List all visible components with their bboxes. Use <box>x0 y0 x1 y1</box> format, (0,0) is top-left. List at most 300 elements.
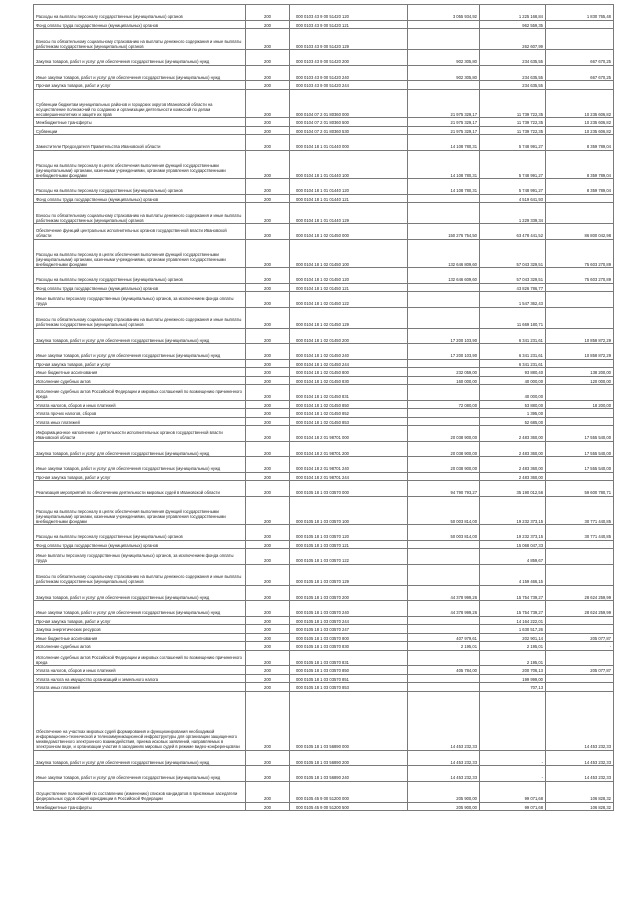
table-row <box>34 194 614 203</box>
row-executed-amount-cell: 11 739 722,35 <box>480 126 546 135</box>
row-line-code-cell: 200 <box>246 203 290 224</box>
row-approved-amount-cell: 17 200 103,90 <box>408 328 480 344</box>
row-classification-code-cell: 000 0104 18 1 01 01440 121 <box>290 194 408 203</box>
row-classification-code-cell: 000 0105 18 1 03 03570 129 <box>290 564 408 585</box>
row-executed-amount-cell: 57 043 329,51 <box>480 239 546 268</box>
row-name-cell: Закупка товаров, работ и услуг для обеспечения государственных (муниципальных) нужд <box>34 50 246 66</box>
row-approved-amount-cell: 232 059,00 <box>408 368 480 377</box>
table-row <box>34 20 614 29</box>
row-name-cell: Межбюджетные трансферты <box>34 118 246 127</box>
row-name-cell: Обеспечение функций центральных исполнительных органов государственной власти Ивановской области <box>34 224 246 240</box>
table-row <box>34 203 614 224</box>
table-row <box>34 426 614 442</box>
row-unexecuted-amount-cell <box>546 564 614 585</box>
row-line-code-cell: 200 <box>246 376 290 385</box>
row-classification-code-cell: 000 0104 18 2 01 98701 000 <box>290 426 408 442</box>
table-row <box>34 496 614 525</box>
table-row <box>34 126 614 135</box>
row-name-cell: Иные закупки товаров, работ и услуг для обеспечения государственных (муниципальных) нужд <box>34 601 246 617</box>
row-line-code-cell: 200 <box>246 472 290 481</box>
row-approved-amount-cell: 3 055 934,92 <box>408 5 480 21</box>
table-row <box>34 292 614 308</box>
row-name-cell: Иные бюджетные ассигнования <box>34 633 246 642</box>
row-name-cell: Субвенции <box>34 126 246 135</box>
row-unexecuted-amount-cell <box>546 29 614 50</box>
row-unexecuted-amount-cell <box>546 409 614 418</box>
table-row <box>34 400 614 409</box>
row-unexecuted-amount-cell: 106 828,32 <box>546 802 614 811</box>
row-approved-amount-cell <box>408 417 480 426</box>
row-approved-amount-cell <box>408 81 480 90</box>
row-classification-code-cell: 000 0104 07 2 01 80360 530 <box>290 126 408 135</box>
row-classification-code-cell: 000 0104 18 2 01 98701 240 <box>290 457 408 473</box>
row-name-cell: Взносы по обязательному социальному страхованию на выплаты денежного содержания и иные выплаты работникам государственных (муниципальных) органов <box>34 564 246 585</box>
table-row <box>34 150 614 179</box>
row-classification-code-cell: 000 0104 18 1 02 01450 122 <box>290 292 408 308</box>
row-name-cell: Расходы на выплаты персоналу государственных (муниципальных) органов <box>34 5 246 21</box>
row-classification-code-cell: 000 0104 18 1 02 01450 200 <box>290 328 408 344</box>
row-name-cell: Закупка товаров, работ и услуг для обеспечения государственных (муниципальных) нужд <box>34 750 246 766</box>
row-approved-amount-cell: 20 038 900,00 <box>408 457 480 473</box>
row-executed-amount-cell: 5 748 991,27 <box>480 135 546 151</box>
table-row <box>34 625 614 634</box>
row-classification-code-cell: 000 0105 18 1 03 03570 247 <box>290 625 408 634</box>
row-executed-amount-cell: 234 635,55 <box>480 50 546 66</box>
row-executed-amount-cell: 35 190 012,56 <box>480 481 546 497</box>
row-executed-amount-cell: 6 341 231,61 <box>480 328 546 344</box>
row-classification-code-cell: 000 0104 18 1 02 01450 244 <box>290 359 408 368</box>
row-unexecuted-amount-cell: 75 603 270,89 <box>546 239 614 268</box>
row-name-cell: Закупка товаров, работ и услуг для обеспечения государственных (муниципальных) нужд <box>34 585 246 601</box>
row-unexecuted-amount-cell <box>546 540 614 549</box>
row-unexecuted-amount-cell: 17 555 540,00 <box>546 457 614 473</box>
row-unexecuted-amount-cell: 10 858 872,29 <box>546 328 614 344</box>
table-row <box>34 666 614 675</box>
table-row <box>34 781 614 802</box>
row-executed-amount-cell: 2 195,01 <box>480 642 546 651</box>
row-name-cell: Межбюджетные трансферты <box>34 802 246 811</box>
row-unexecuted-amount-cell <box>546 385 614 401</box>
row-unexecuted-amount-cell: 17 555 540,00 <box>546 426 614 442</box>
row-approved-amount-cell <box>408 674 480 683</box>
row-approved-amount-cell: 205 900,00 <box>408 781 480 802</box>
row-line-code-cell: 200 <box>246 683 290 692</box>
row-unexecuted-amount-cell <box>546 81 614 90</box>
row-approved-amount-cell <box>408 650 480 666</box>
row-line-code-cell: 200 <box>246 650 290 666</box>
row-executed-amount-cell: 5 748 991,27 <box>480 150 546 179</box>
row-approved-amount-cell: 2 195,01 <box>408 642 480 651</box>
row-name-cell: Прочая закупка товаров, работ и услуг <box>34 472 246 481</box>
row-executed-amount-cell: 1 229 339,34 <box>480 203 546 224</box>
row-name-cell: Иные выплаты персоналу государственных (муниципальных) органов, за исключением фонда оплаты труда <box>34 549 246 565</box>
row-classification-code-cell: 000 0105 18 1 03 03570 000 <box>290 481 408 497</box>
row-name-cell: Фонд оплаты труда государственных (муниципальных) органов <box>34 194 246 203</box>
row-classification-code-cell: 000 0104 18 1 02 01450 853 <box>290 417 408 426</box>
row-classification-code-cell: 000 0104 07 2 01 80360 000 <box>290 89 408 118</box>
table-row <box>34 118 614 127</box>
row-classification-code-cell: 000 0105 18 1 03 03570 121 <box>290 540 408 549</box>
row-approved-amount-cell: 405 784,00 <box>408 666 480 675</box>
row-line-code-cell: 200 <box>246 585 290 601</box>
row-approved-amount-cell <box>408 625 480 634</box>
row-name-cell: Прочая закупка товаров, работ и услуг <box>34 359 246 368</box>
row-executed-amount-cell: 53 880,00 <box>480 400 546 409</box>
row-name-cell: Уплата иных платежей <box>34 417 246 426</box>
row-unexecuted-amount-cell <box>546 417 614 426</box>
row-unexecuted-amount-cell: 14 453 232,33 <box>546 766 614 782</box>
row-line-code-cell: 200 <box>246 268 290 284</box>
row-classification-code-cell: 000 0105 18 1 03 03570 830 <box>290 642 408 651</box>
row-approved-amount-cell <box>408 540 480 549</box>
row-executed-amount-cell: 6 341 231,61 <box>480 344 546 360</box>
row-classification-code-cell: 000 0103 43 9 00 51420 200 <box>290 50 408 66</box>
row-name-cell: Прочая закупка товаров, работ и услуг <box>34 616 246 625</box>
row-executed-amount-cell: 15 754 739,27 <box>480 601 546 617</box>
row-name-cell: Информационное наполнение о деятельности исполнительных органов государственной власти Ивановской области <box>34 426 246 442</box>
row-classification-code-cell: 000 0104 18 1 01 01440 129 <box>290 203 408 224</box>
row-executed-amount-cell: 5 748 991,27 <box>480 179 546 195</box>
row-approved-amount-cell: 21 975 329,17 <box>408 118 480 127</box>
row-line-code-cell: 200 <box>246 417 290 426</box>
row-unexecuted-amount-cell <box>546 307 614 328</box>
row-classification-code-cell: 000 0105 45 9 00 51200 500 <box>290 802 408 811</box>
row-classification-code-cell: 000 0103 43 9 00 51420 129 <box>290 29 408 50</box>
table-row <box>34 472 614 481</box>
row-classification-code-cell: 000 0105 18 1 03 03570 853 <box>290 683 408 692</box>
row-classification-code-cell: 000 0104 18 1 01 01440 100 <box>290 150 408 179</box>
row-unexecuted-amount-cell: 10 235 606,82 <box>546 126 614 135</box>
row-name-cell: Уплата налогов, сборов и иных платежей <box>34 666 246 675</box>
row-classification-code-cell: 000 0105 18 1 03 03570 831 <box>290 650 408 666</box>
row-executed-amount-cell: 962 559,35 <box>480 20 546 29</box>
row-approved-amount-cell: 72 080,00 <box>408 400 480 409</box>
row-executed-amount-cell: 99 071,68 <box>480 781 546 802</box>
row-executed-amount-cell: 707,13 <box>480 683 546 692</box>
row-executed-amount-cell: - <box>480 750 546 766</box>
row-classification-code-cell: 000 0103 43 9 00 51420 244 <box>290 81 408 90</box>
row-line-code-cell: 200 <box>246 81 290 90</box>
row-executed-amount-cell: 1 395,00 <box>480 409 546 418</box>
row-line-code-cell: 200 <box>246 666 290 675</box>
row-name-cell: Закупка товаров, работ и услуг для обеспечения государственных (муниципальных) нужд <box>34 441 246 457</box>
table-row <box>34 549 614 565</box>
row-unexecuted-amount-cell: 18 200,00 <box>546 400 614 409</box>
row-line-code-cell: 200 <box>246 540 290 549</box>
row-approved-amount-cell <box>408 283 480 292</box>
row-classification-code-cell: 000 0104 18 2 01 98701 200 <box>290 441 408 457</box>
row-line-code-cell: 200 <box>246 239 290 268</box>
row-line-code-cell: 200 <box>246 409 290 418</box>
row-unexecuted-amount-cell <box>546 359 614 368</box>
row-classification-code-cell: 000 0103 43 9 00 51420 121 <box>290 20 408 29</box>
table-row <box>34 750 614 766</box>
table-row <box>34 283 614 292</box>
table-row <box>34 683 614 692</box>
row-approved-amount-cell <box>408 616 480 625</box>
row-line-code-cell: 200 <box>246 5 290 21</box>
row-line-code-cell: 200 <box>246 601 290 617</box>
budget-table <box>33 4 614 811</box>
row-approved-amount-cell <box>408 292 480 308</box>
row-approved-amount-cell <box>408 359 480 368</box>
row-line-code-cell: 200 <box>246 50 290 66</box>
row-line-code-cell: 200 <box>246 691 290 750</box>
row-executed-amount-cell: 11 739 722,35 <box>480 118 546 127</box>
row-executed-amount-cell: 4 859,67 <box>480 549 546 565</box>
row-classification-code-cell: 000 0104 18 1 02 01450 830 <box>290 376 408 385</box>
table-row <box>34 441 614 457</box>
row-approved-amount-cell <box>408 20 480 29</box>
row-executed-amount-cell: 6 341 231,61 <box>480 359 546 368</box>
row-unexecuted-amount-cell: 138 200,00 <box>546 368 614 377</box>
table-row <box>34 224 614 240</box>
row-approved-amount-cell: 14 108 780,31 <box>408 150 480 179</box>
row-unexecuted-amount-cell <box>546 283 614 292</box>
row-classification-code-cell: 000 0104 18 1 01 01440 000 <box>290 135 408 151</box>
row-classification-code-cell: 000 0104 18 1 02 01450 129 <box>290 307 408 328</box>
row-executed-amount-cell: 234 635,55 <box>480 65 546 81</box>
row-name-cell: Расходы на выплаты персоналу государственных (муниципальных) органов <box>34 268 246 284</box>
row-unexecuted-amount-cell <box>546 674 614 683</box>
row-unexecuted-amount-cell: - <box>546 642 614 651</box>
row-name-cell: Расходы на выплаты персоналу в целях обеспечения выполнения функций государственными (муниципальными) органами, казенными учреждениями, органами управления государственными внебюджетными фондами <box>34 239 246 268</box>
row-unexecuted-amount-cell: 10 235 606,82 <box>546 89 614 118</box>
row-name-cell: Иные бюджетные ассигнования <box>34 368 246 377</box>
table-row <box>34 359 614 368</box>
row-classification-code-cell: 000 0104 18 1 02 01450 120 <box>290 268 408 284</box>
row-approved-amount-cell: 132 646 809,60 <box>408 239 480 268</box>
row-unexecuted-amount-cell: 14 453 232,33 <box>546 750 614 766</box>
row-name-cell: Уплата иных платежей <box>34 683 246 692</box>
table-row <box>34 642 614 651</box>
row-unexecuted-amount-cell: 75 603 270,89 <box>546 268 614 284</box>
row-unexecuted-amount-cell <box>546 616 614 625</box>
row-approved-amount-cell: 17 200 103,90 <box>408 344 480 360</box>
row-unexecuted-amount-cell: 1 830 765,48 <box>546 5 614 21</box>
row-classification-code-cell: 000 0105 18 1 03 56890 240 <box>290 766 408 782</box>
row-approved-amount-cell: 20 038 900,00 <box>408 441 480 457</box>
table-row <box>34 307 614 328</box>
row-name-cell: Взносы по обязательному социальному страхованию на выплаты денежного содержания и иные выплаты работникам государственных (муниципальных) органов <box>34 203 246 224</box>
row-executed-amount-cell: 63 478 441,52 <box>480 224 546 240</box>
row-line-code-cell: 200 <box>246 126 290 135</box>
row-unexecuted-amount-cell <box>546 683 614 692</box>
row-classification-code-cell: 000 0104 18 1 02 01450 852 <box>290 409 408 418</box>
table-row <box>34 417 614 426</box>
row-classification-code-cell: 000 0105 18 1 03 03570 100 <box>290 496 408 525</box>
row-executed-amount-cell <box>480 691 546 750</box>
row-classification-code-cell: 000 0105 18 1 03 03570 240 <box>290 601 408 617</box>
row-approved-amount-cell <box>408 194 480 203</box>
row-name-cell: Расходы на выплаты персоналу в целях обеспечения выполнения функций государственными (муниципальными) органами, казенными учреждениями, органами управления государственными внебюджетными фондами <box>34 150 246 179</box>
row-line-code-cell: 200 <box>246 292 290 308</box>
row-name-cell: Исполнение судебных актов Российской Федерации и мировых соглашений по возмещению причиненного вреда <box>34 385 246 401</box>
row-approved-amount-cell: 20 038 900,00 <box>408 426 480 442</box>
row-executed-amount-cell: 1 225 168,84 <box>480 5 546 21</box>
row-executed-amount-cell: - <box>480 766 546 782</box>
row-executed-amount-cell: 262 607,99 <box>480 29 546 50</box>
budget-execution-sheet <box>33 4 613 811</box>
row-approved-amount-cell <box>408 409 480 418</box>
row-unexecuted-amount-cell: 10 235 606,82 <box>546 118 614 127</box>
row-approved-amount-cell: 50 003 814,00 <box>408 525 480 541</box>
row-executed-amount-cell: 43 826 786,77 <box>480 283 546 292</box>
row-line-code-cell: 200 <box>246 642 290 651</box>
row-classification-code-cell: 000 0105 18 1 03 03570 244 <box>290 616 408 625</box>
row-approved-amount-cell: 132 646 609,60 <box>408 268 480 284</box>
row-classification-code-cell: 000 0104 18 1 02 01450 121 <box>290 283 408 292</box>
row-unexecuted-amount-cell: 28 624 259,99 <box>546 585 614 601</box>
table-row <box>34 65 614 81</box>
row-unexecuted-amount-cell: 8 359 789,04 <box>546 135 614 151</box>
table-row <box>34 585 614 601</box>
row-approved-amount-cell: 14 453 232,33 <box>408 691 480 750</box>
row-classification-code-cell: 000 0105 18 1 03 03570 800 <box>290 633 408 642</box>
row-line-code-cell: 200 <box>246 344 290 360</box>
row-unexecuted-amount-cell <box>546 472 614 481</box>
row-name-cell: Исполнение судебных актов <box>34 376 246 385</box>
row-unexecuted-amount-cell: 120 000,00 <box>546 376 614 385</box>
row-name-cell: Иные закупки товаров, работ и услуг для обеспечения государственных (муниципальных) нужд <box>34 344 246 360</box>
row-approved-amount-cell: 14 108 780,31 <box>408 135 480 151</box>
row-unexecuted-amount-cell: 205 077,87 <box>546 633 614 642</box>
row-unexecuted-amount-cell <box>546 203 614 224</box>
row-approved-amount-cell: 44 378 999,26 <box>408 585 480 601</box>
row-unexecuted-amount-cell: 8 359 789,04 <box>546 150 614 179</box>
row-name-cell: Фонд оплаты труда государственных (муниципальных) органов <box>34 20 246 29</box>
row-line-code-cell: 200 <box>246 564 290 585</box>
row-unexecuted-amount-cell: 59 600 780,71 <box>546 481 614 497</box>
row-line-code-cell: 200 <box>246 359 290 368</box>
row-unexecuted-amount-cell: 667 670,25 <box>546 50 614 66</box>
row-approved-amount-cell: 44 378 999,26 <box>408 601 480 617</box>
row-line-code-cell: 200 <box>246 481 290 497</box>
row-line-code-cell: 200 <box>246 135 290 151</box>
row-name-cell: Фонд оплаты труда государственных (муниципальных) органов <box>34 540 246 549</box>
row-executed-amount-cell: 1 630 517,26 <box>480 625 546 634</box>
row-approved-amount-cell: 205 900,00 <box>408 802 480 811</box>
row-approved-amount-cell: 14 108 780,31 <box>408 179 480 195</box>
row-name-cell: Заместители Председателя Правительства Ивановской области <box>34 135 246 151</box>
row-line-code-cell: 200 <box>246 750 290 766</box>
row-line-code-cell: 200 <box>246 118 290 127</box>
row-line-code-cell: 200 <box>246 307 290 328</box>
row-approved-amount-cell: 14 453 232,33 <box>408 766 480 782</box>
row-approved-amount-cell <box>408 564 480 585</box>
table-row <box>34 691 614 750</box>
table-row <box>34 268 614 284</box>
row-approved-amount-cell: 21 975 329,17 <box>408 126 480 135</box>
row-approved-amount-cell <box>408 203 480 224</box>
row-classification-code-cell: 000 0105 18 1 03 03570 851 <box>290 674 408 683</box>
row-classification-code-cell: 000 0105 18 1 03 56890 200 <box>290 750 408 766</box>
row-unexecuted-amount-cell: 17 555 540,00 <box>546 441 614 457</box>
row-line-code-cell: 200 <box>246 194 290 203</box>
table-row <box>34 633 614 642</box>
row-approved-amount-cell: 407 979,61 <box>408 633 480 642</box>
table-row <box>34 525 614 541</box>
row-classification-code-cell: 000 0105 18 1 03 56890 000 <box>290 691 408 750</box>
row-name-cell: Обеспечение на участках мировых судей формирования и функционирования необходимой информационно-технической и телекоммуникационной инфраструктуры для организации защищенного межведомственного электронного взаимодействия, приема исковых заявлений, направляемых в электронном виде, и организации участия в заседаниях мировых судей в режиме видео-конференцсвязи <box>34 691 246 750</box>
row-line-code-cell: 200 <box>246 368 290 377</box>
row-line-code-cell: 200 <box>246 29 290 50</box>
row-line-code-cell: 200 <box>246 65 290 81</box>
row-classification-code-cell: 000 0104 18 1 02 01450 240 <box>290 344 408 360</box>
row-line-code-cell: 200 <box>246 802 290 811</box>
row-approved-amount-cell <box>408 385 480 401</box>
table-row <box>34 239 614 268</box>
row-name-cell: Закупка товаров, работ и услуг для обеспечения государственных (муниципальных) нужд <box>34 328 246 344</box>
row-approved-amount-cell <box>408 472 480 481</box>
row-line-code-cell: 200 <box>246 150 290 179</box>
row-unexecuted-amount-cell <box>546 20 614 29</box>
table-row <box>34 616 614 625</box>
row-executed-amount-cell: 15 754 739,27 <box>480 585 546 601</box>
row-executed-amount-cell: 11 669 180,71 <box>480 307 546 328</box>
row-unexecuted-amount-cell <box>546 625 614 634</box>
row-executed-amount-cell: 199 999,00 <box>480 674 546 683</box>
row-executed-amount-cell: 2 195,01 <box>480 650 546 666</box>
row-unexecuted-amount-cell: 205 077,87 <box>546 666 614 675</box>
table-row <box>34 674 614 683</box>
row-line-code-cell: 200 <box>246 179 290 195</box>
row-name-cell: Взносы по обязательному социальному страхованию на выплаты денежного содержания и иные выплаты работникам государственных (муниципальных) органов <box>34 307 246 328</box>
row-executed-amount-cell: 93 880,40 <box>480 368 546 377</box>
row-name-cell: Субвенции бюджетам муниципальных районов и городских округов Ивановской области на осуществление полномочий по созданию и организации деятельности комиссий по делам несовершеннолетних и защите их прав <box>34 89 246 118</box>
row-name-cell: Иные закупки товаров, работ и услуг для обеспечения государственных (муниципальных) нужд <box>34 766 246 782</box>
row-classification-code-cell: 000 0104 18 1 02 01450 100 <box>290 239 408 268</box>
table-row <box>34 50 614 66</box>
row-approved-amount-cell: 94 790 793,27 <box>408 481 480 497</box>
row-name-cell: Иные выплаты персоналу государственных (муниципальных) органов, за исключением фонда оплаты труда <box>34 292 246 308</box>
row-line-code-cell: 200 <box>246 385 290 401</box>
row-name-cell: Осуществление полномочий по составлению (изменению) списков кандидатов в присяжные заседатели федеральных судов общей юрисдикции в Российской Федерации <box>34 781 246 802</box>
row-classification-code-cell: 000 0104 18 1 01 01440 120 <box>290 179 408 195</box>
row-executed-amount-cell: 52 685,00 <box>480 417 546 426</box>
row-line-code-cell: 200 <box>246 496 290 525</box>
row-name-cell: Фонд оплаты труда государственных (муниципальных) органов <box>34 283 246 292</box>
row-line-code-cell: 200 <box>246 89 290 118</box>
row-line-code-cell: 200 <box>246 625 290 634</box>
row-name-cell: Уплата прочих налогов, сборов <box>34 409 246 418</box>
table-row <box>34 457 614 473</box>
row-approved-amount-cell <box>408 683 480 692</box>
row-name-cell: Уплата налога на имущество организаций и земельного налога <box>34 674 246 683</box>
row-classification-code-cell: 000 0104 07 2 01 80360 500 <box>290 118 408 127</box>
row-approved-amount-cell <box>408 549 480 565</box>
row-unexecuted-amount-cell: 30 771 440,85 <box>546 525 614 541</box>
row-line-code-cell: 200 <box>246 20 290 29</box>
row-name-cell: Исполнение судебных актов Российской Федерации и мировых соглашений по возмещению причиненного вреда <box>34 650 246 666</box>
row-executed-amount-cell: 4 519 641,93 <box>480 194 546 203</box>
row-unexecuted-amount-cell <box>546 194 614 203</box>
table-row <box>34 802 614 811</box>
row-line-code-cell: 200 <box>246 525 290 541</box>
row-approved-amount-cell: 14 453 232,33 <box>408 750 480 766</box>
row-approved-amount-cell <box>408 29 480 50</box>
row-name-cell: Расходы на выплаты персоналу государственных (муниципальных) органов <box>34 179 246 195</box>
table-row <box>34 81 614 90</box>
row-approved-amount-cell: 50 003 814,00 <box>408 496 480 525</box>
table-row <box>34 481 614 497</box>
table-row <box>34 409 614 418</box>
row-classification-code-cell: 000 0105 45 9 00 51200 000 <box>290 781 408 802</box>
row-approved-amount-cell: 21 975 329,17 <box>408 89 480 118</box>
row-line-code-cell: 200 <box>246 457 290 473</box>
row-executed-amount-cell: 40 000,00 <box>480 385 546 401</box>
row-unexecuted-amount-cell: 14 453 232,33 <box>546 691 614 750</box>
